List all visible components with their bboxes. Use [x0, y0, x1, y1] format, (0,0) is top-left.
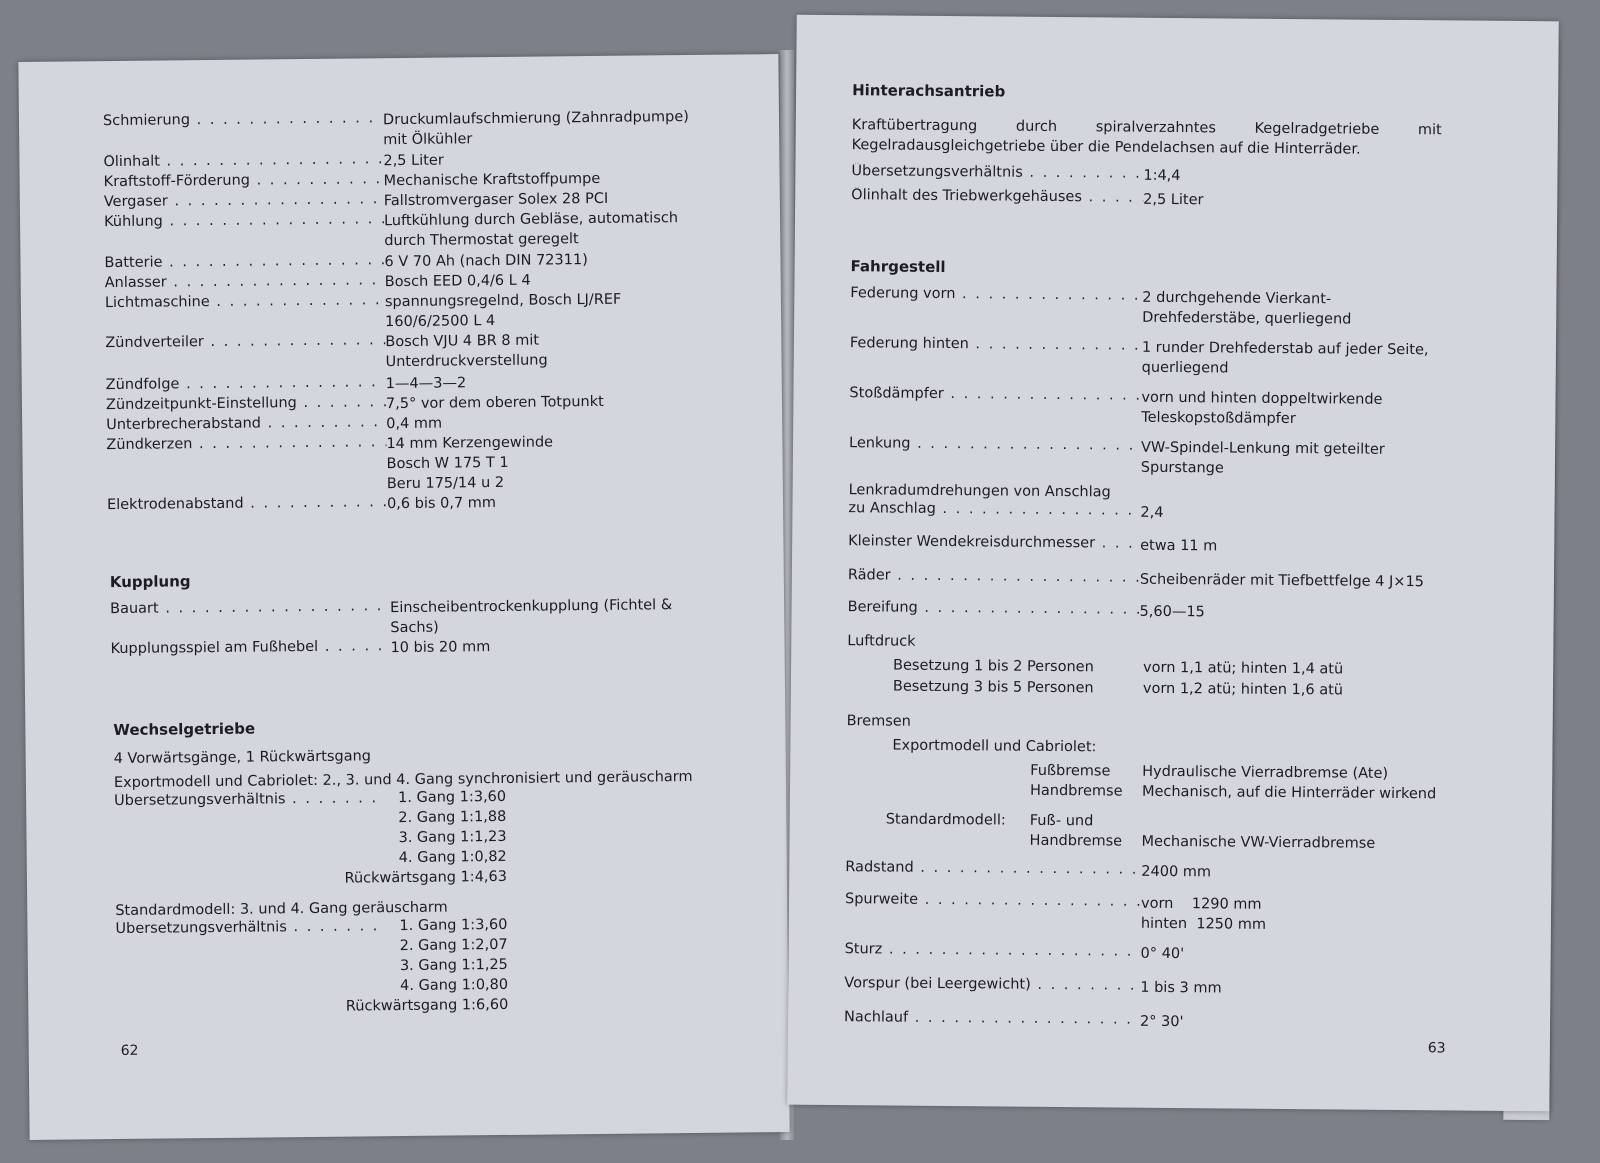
gear-ratio: 2. Gang 1:1,88 [398, 808, 507, 827]
spec-row: Radstand . . . 2400 mm [845, 859, 1441, 884]
spec-row: Lichtmaschine . . . spannungsregelnd, Bosch LJ/REF 160/6/2500 L 4 [105, 289, 695, 335]
gear-ratio: 3. Gang 1:1,25 [399, 956, 508, 975]
spec-row: Kupplungsspiel am Fußhebel . . . 10 bis 20 mm [110, 635, 700, 661]
spec-row: Schmierung . . . Druckumlaufschmierung (Zahnradpumpe) mit Ölkühler [103, 107, 693, 153]
spec-value: Beru 175/14 u 2 [386, 474, 505, 493]
hinterachs-description: Kraftübertragung durch spiralverzahntes Kegelradgetriebe mit Kegelradausgleichgetriebe über die Pendelachsen auf die Hinterräder. [851, 117, 1442, 158]
handbremse-label: Handbremse [1029, 782, 1123, 800]
spec-row: Zündverteiler . . . Bosch VJU 4 BR 8 mit Unterdruckverstellung [105, 329, 695, 375]
spec-row: Zündfolge . . . 1—4—3—2 [106, 371, 696, 397]
ratio-label: Übersetzungsverhältnis . . . [114, 790, 384, 809]
gear-ratio: 1. Gang 1:3,60 [399, 916, 508, 935]
section-heading-fahrgestell: Fahrgestell [850, 257, 946, 277]
spec-row: Bereifung . . . 5,60—15 [847, 599, 1439, 624]
lenkrad-label: Lenkradumdrehungen von Anschlag [848, 482, 1111, 501]
fussbremse-value: Hydraulische Vierradbremse (Ate) [1142, 763, 1389, 782]
luftdruck-row-value: vorn 1,1 atü; hinten 1,4 atü [1143, 659, 1344, 678]
spec-row: Spurweite . . . vorn 1290 mm [845, 891, 1441, 916]
spec-row: Federung vorn . . . 2 durchgehende Vierkant-Drehfederstäbe, querliegend [850, 285, 1442, 330]
left-page [18, 54, 789, 1140]
standard-gear-note: Standardmodell: 3. und 4. Gang geräuscharm [115, 899, 448, 920]
page-number: 63 [1427, 1040, 1446, 1057]
bremsen-label: Bremsen [846, 713, 911, 730]
spec-row: Unterbrecherabstand . . . 0,4 mm [106, 411, 696, 437]
spec-row: Zündzeitpunkt-Einstellung . . . 7,5° vor dem oberen Totpunkt [106, 391, 696, 417]
right-page [787, 15, 1558, 1112]
spec-row: Bauart . . . Einscheibentrockenkupplung (Fichtel & Sachs) [110, 595, 700, 641]
luftdruck-row-value: vorn 1,2 atü; hinten 1,6 atü [1142, 680, 1344, 699]
gear-ratio: 1. Gang 1:3,60 [398, 788, 507, 807]
spec-row: Lenkung . . . VW-Spindel-Lenkung mit geteilter Spurstange [849, 435, 1441, 480]
spurweite-hinten: hinten 1250 mm [1140, 915, 1267, 933]
gear-ratio: 4. Gang 1:0,82 [398, 848, 507, 867]
gear-ratio: Rückwärtsgang 1:4,63 [344, 868, 508, 887]
fuss-hand-label: Handbremse [1029, 832, 1123, 850]
spec-row: Sturz . . . 0° 40' [845, 941, 1441, 966]
spec-row: Zündkerzen . . . 14 mm Kerzengewinde [106, 431, 696, 457]
spec-row: Federung hinten . . . 1 runder Drehfederstab auf jeder Seite, querliegend [850, 335, 1442, 380]
section-heading-hinterachsantrieb: Hinterachsantrieb [852, 81, 1006, 101]
spec-row: Vorspur (bei Leergewicht) . . . 1 bis 3 mm [844, 975, 1440, 1000]
gear-ratio: Rückwärtsgang 1:6,60 [345, 996, 509, 1015]
bremsen-standard-label: Standardmodell: [885, 811, 1006, 829]
spec-row: Elektrodenabstand . . . 0,6 bis 0,7 mm [107, 491, 697, 517]
export-gear-note: Exportmodell und Cabriolet: 2., 3. und 4. Gang synchronisiert und geräuscharm [113, 768, 693, 792]
spec-row: zu Anschlag . . . 2,4 [848, 500, 1440, 525]
page-number: 62 [120, 1042, 139, 1059]
spec-row: Vergaser . . . Fallstromvergaser Solex 28 PCI [104, 188, 694, 214]
handbremse-value: Mechanisch, auf die Hinterräder wirkend [1141, 783, 1437, 803]
gear-summary: 4 Vorwärtsgänge, 1 Rückwärtsgang [113, 748, 372, 768]
spec-row: Ölinhalt des Triebwerkgehäuses . . . 2,5 Liter [851, 187, 1443, 212]
fussbremse-label: Fußbremse [1030, 762, 1111, 780]
luftdruck-row-label: Besetzung 1 bis 2 Personen [893, 657, 1094, 676]
gear-ratio: 4. Gang 1:0,80 [400, 976, 509, 995]
standard-bremse-value: Mechanische VW-Vierradbremse [1141, 833, 1376, 852]
bremsen-export-label: Exportmodell und Cabriolet: [892, 737, 1097, 756]
section-heading-wechselgetriebe: Wechselgetriebe [113, 719, 256, 740]
spec-row: Kraftstoff-Förderung . . . Mechanische Kraftstoffpumpe [104, 168, 694, 194]
spec-row: Räder . . . Scheibenräder mit Tiefbettfelge 4 J×15 [848, 567, 1440, 592]
spec-value: Bosch W 175 T 1 [386, 454, 509, 473]
spec-row: Kleinster Wendekreisdurchmesser . . . etwa 11 m [848, 533, 1440, 558]
spec-row: Batterie . . . 6 V 70 Ah (nach DIN 72311) [104, 249, 694, 275]
spec-row: Anlasser . . . Bosch EED 0,4/6 L 4 [105, 269, 695, 295]
spec-row: Ölinhalt . . . 2,5 Liter [103, 148, 693, 174]
ratio-label: Übersetzungsverhältnis . . . [115, 918, 385, 937]
spec-row: Stoßdämpfer . . . vorn und hinten doppeltwirkende Teleskopstoßdämpfer [849, 385, 1441, 430]
luftdruck-label: Luftdruck [847, 633, 916, 650]
fuss-hand-label: Fuß- und [1029, 812, 1094, 830]
section-heading-kupplung: Kupplung [109, 572, 191, 592]
gear-ratio: 2. Gang 1:2,07 [399, 936, 508, 955]
gear-ratio: 3. Gang 1:1,23 [398, 828, 507, 847]
luftdruck-row-label: Besetzung 3 bis 5 Personen [892, 678, 1094, 697]
spec-row: Kühlung . . . Luftkühlung durch Gebläse, automatisch durch Thermostat geregelt [104, 208, 694, 254]
spec-row: Nachlauf . . . 2° 30' [844, 1009, 1440, 1034]
spec-row: Übersetzungsverhältnis . . . 1:4,4 [851, 163, 1443, 188]
